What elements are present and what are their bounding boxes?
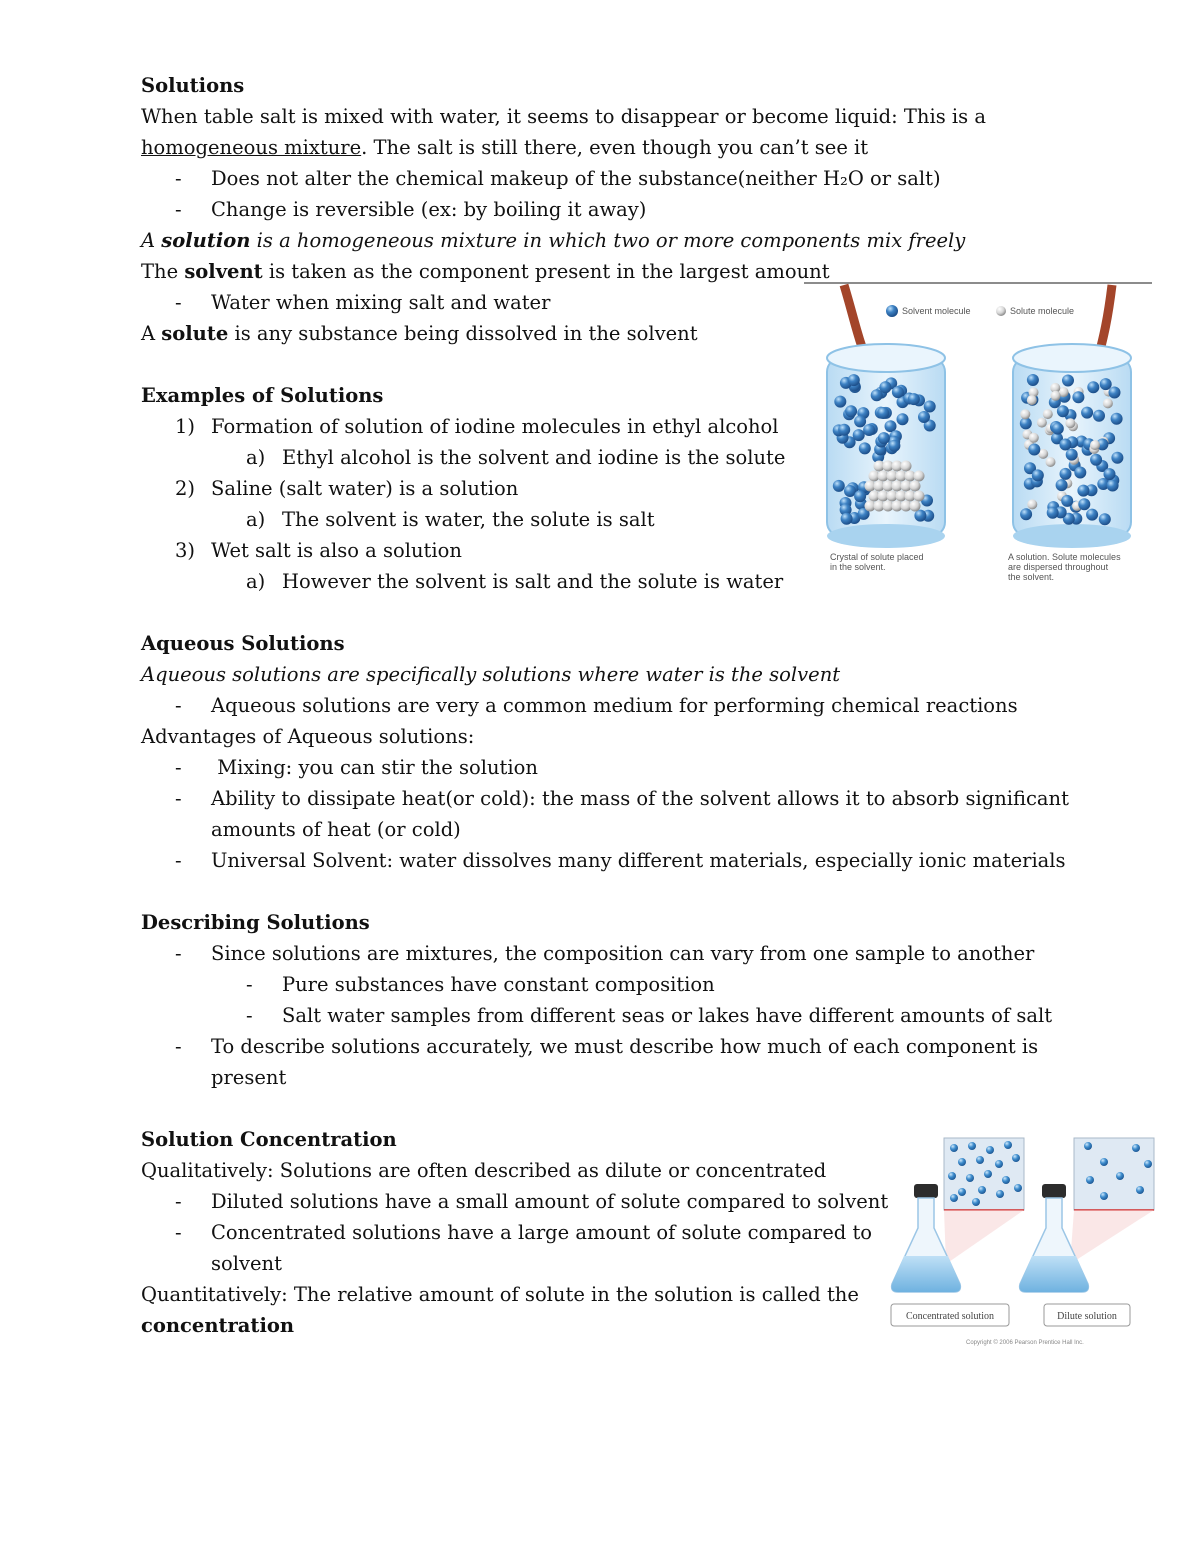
solute-molecule-icon [996, 306, 1006, 316]
solvent-molecule [1104, 468, 1116, 480]
solute-molecule [1027, 499, 1037, 509]
solute-molecule [1065, 418, 1075, 428]
sub-bullet-text: Pure substances have constant composition [282, 973, 715, 996]
bullet-marker: - [175, 1035, 182, 1058]
bullet-marker: - [175, 694, 182, 717]
solute-particle [1132, 1144, 1140, 1152]
solute-molecule [1103, 398, 1113, 408]
solute-particle [958, 1158, 966, 1166]
solvent-molecule [1061, 495, 1073, 507]
solute-molecule [910, 481, 921, 492]
solute-particle [948, 1172, 956, 1180]
solute-molecule [1051, 391, 1061, 401]
solvent-molecule [1107, 480, 1119, 492]
bullet-marker: - [175, 787, 182, 810]
solute-particle [995, 1160, 1003, 1168]
concentration-flasks-figure [882, 1132, 1156, 1352]
solvent-molecule [1056, 479, 1068, 491]
solute-molecule [1029, 433, 1039, 443]
bullet-text: Universal Solvent: water dissolves many different materials, especially ionic materials [211, 849, 1066, 872]
sub-bullet-text: Salt water samples from different seas or lakes have different amounts of salt [282, 1004, 1053, 1027]
solvent-molecule [1028, 444, 1040, 456]
list-item: Saline (salt water) is a solution [211, 477, 519, 500]
solvent-molecule [838, 424, 850, 436]
label-dilute: Dilute solution [1057, 1311, 1117, 1322]
solute-molecule [914, 471, 925, 482]
solvent-molecule [1062, 375, 1074, 387]
solvent-molecule [859, 442, 871, 454]
term-solution: solution [161, 229, 251, 252]
bullet-marker: - [175, 1221, 182, 1244]
solvent-molecule [848, 374, 860, 386]
list-number: 2) [175, 477, 196, 500]
solute-molecule [1090, 440, 1100, 450]
solvent-molecule [1090, 454, 1102, 466]
solvent-molecule [1077, 485, 1089, 497]
solvent-molecule [1052, 423, 1064, 435]
caption-left-line2: in the solvent. [830, 562, 886, 572]
solute-molecule [1027, 395, 1037, 405]
solute-molecule [914, 491, 925, 502]
heading-concentration: Solution Concentration [141, 1128, 397, 1151]
caption-right-line1: A solution. Solute molecules [1008, 552, 1121, 562]
list-letter: a) [246, 446, 266, 469]
solvent-molecule [1081, 407, 1093, 419]
solvent-molecule [854, 490, 866, 502]
solvent-molecule [853, 429, 865, 441]
solute-molecule [901, 461, 912, 472]
list-subitem: Ethyl alcohol is the solvent and iodine is the solute [282, 446, 786, 469]
caption-left-line1: Crystal of solute placed [830, 552, 924, 562]
solute-particle [1100, 1158, 1108, 1166]
legend-solvent: Solvent molecule [902, 306, 971, 316]
list-item: Wet salt is also a solution [211, 539, 462, 562]
solute-molecule [1037, 418, 1047, 428]
solvent-definition [141, 256, 830, 287]
paragraph-text: . The salt is still there, even though you can’t see it [361, 136, 869, 159]
solute-particle [1100, 1192, 1108, 1200]
text: The [141, 260, 185, 283]
solvent-molecule [845, 405, 857, 417]
solute-particle [984, 1170, 992, 1178]
bullet-marker: - [175, 849, 182, 872]
bullet-text: Does not alter the chemical makeup of the substance(neither H₂O or salt) [211, 167, 941, 190]
bullet-text: Diluted solutions have a small amount of solute compared to solvent [211, 1190, 889, 1213]
homogeneous-mixture-link[interactable]: homogeneous mixture [141, 136, 362, 159]
paragraph-text: When table salt is mixed with water, it seems to disappear or become liquid: This is a [141, 105, 986, 128]
solvent-molecule [908, 393, 920, 405]
stopper-icon [1042, 1184, 1066, 1198]
legend-solute: Solute molecule [1010, 306, 1075, 316]
solvent-molecule [1072, 391, 1084, 403]
solute-definition [141, 318, 698, 349]
bullet-text: Change is reversible (ex: by boiling it away) [211, 198, 647, 221]
bullet-text: Mixing: you can stir the solution [211, 756, 538, 779]
list-letter: a) [246, 508, 266, 531]
solvent-molecule [1100, 378, 1112, 390]
solvent-molecule [1111, 413, 1123, 425]
solute-particle [1136, 1186, 1144, 1194]
solute-particle [950, 1194, 958, 1202]
list-number: 1) [175, 415, 196, 438]
copyright-text: Copyright © 2006 Pearson Prentice Hall Inc. [966, 1340, 1084, 1346]
list-number: 3) [175, 539, 196, 562]
solute-particle [1116, 1172, 1124, 1180]
solvent-molecule [1066, 449, 1078, 461]
solute-particle [986, 1146, 994, 1154]
solvent-molecule [918, 411, 930, 423]
solute-particle [958, 1188, 966, 1196]
solute-particle [978, 1186, 986, 1194]
paragraph-text: Quantitatively: The relative amount of solute in the solution is called the [141, 1283, 859, 1306]
solvent-molecule [863, 424, 875, 436]
term-concentration: concentration [141, 1314, 295, 1337]
bullet-marker: - [246, 973, 253, 996]
bullet-text-continued: solvent [211, 1252, 282, 1275]
solvent-molecule [841, 513, 853, 525]
solvent-molecule [1057, 405, 1069, 417]
beaker-right [1013, 344, 1131, 548]
solute-particle [968, 1142, 976, 1150]
solute-particle [1084, 1142, 1092, 1150]
solvent-molecule [1059, 439, 1071, 451]
solvent-molecule [1093, 410, 1105, 422]
solvent-molecule [1020, 508, 1032, 520]
solute-particle [972, 1198, 980, 1206]
solute-particle [950, 1144, 958, 1152]
caption-right-line3: the solvent. [1008, 572, 1055, 582]
text: is a homogeneous mixture in which two or more components mix freely [250, 229, 966, 252]
text: A [141, 322, 162, 345]
solvent-molecule [1086, 509, 1098, 521]
label-concentrated: Concentrated solution [905, 1311, 995, 1322]
list-subitem: The solvent is water, the solute is salt [282, 508, 655, 531]
solute-particle [1086, 1176, 1094, 1184]
solvent-molecule [878, 432, 890, 444]
solute-molecule [910, 501, 921, 512]
bullet-marker: - [246, 1004, 253, 1027]
solvent-molecule [924, 401, 936, 413]
bullet-marker: - [175, 198, 182, 221]
list-letter: a) [246, 570, 266, 593]
solvent-molecule-icon [886, 305, 898, 317]
solvent-molecule [1109, 387, 1121, 399]
term-solute: solute [161, 322, 229, 345]
aqueous-definition: Aqueous solutions are specifically solutions where water is the solvent [141, 663, 841, 686]
solvent-molecule [834, 396, 846, 408]
heading-aqueous: Aqueous Solutions [141, 632, 345, 655]
bullet-marker: - [175, 291, 182, 314]
solute-molecule [1046, 457, 1056, 467]
bullet-text: Concentrated solutions have a large amount of solute compared to [211, 1221, 873, 1244]
solvent-molecule [844, 485, 856, 497]
solute-particle [966, 1174, 974, 1182]
bullet-marker: - [175, 756, 182, 779]
solution-beakers-figure [800, 278, 1156, 594]
list-item: Formation of solution of iodine molecules in ethyl alcohol [211, 415, 779, 438]
solute-particle [976, 1156, 984, 1164]
solvent-molecule [877, 407, 889, 419]
bullet-text: Since solutions are mixtures, the composition can vary from one sample to another [211, 942, 1035, 965]
solvent-molecule [892, 386, 904, 398]
stopper-icon [914, 1184, 938, 1198]
solvent-molecule [1074, 467, 1086, 479]
solution-definition [141, 225, 965, 256]
solvent-molecule [888, 440, 900, 452]
bullet-text: Ability to dissipate heat(or cold): the mass of the solvent allows it to absorb significant [211, 787, 1069, 810]
bullet-marker: - [175, 942, 182, 965]
bullet-marker: - [175, 167, 182, 190]
paragraph-text [141, 132, 868, 163]
bullet-marker: - [175, 1190, 182, 1213]
solute-molecule [1043, 409, 1053, 419]
text: is any substance being dissolved in the solvent [228, 322, 698, 345]
solute-particle [1012, 1154, 1020, 1162]
solvent-molecule [1047, 507, 1059, 519]
text: is taken as the component present in the largest amount [262, 260, 830, 283]
solvent-molecule [914, 510, 926, 522]
heading-solutions: Solutions [141, 74, 245, 97]
solute-particle [1014, 1184, 1022, 1192]
solute-molecule [1020, 409, 1030, 419]
solvent-molecule [1111, 452, 1123, 464]
solvent-molecule [1087, 381, 1099, 393]
solvent-molecule [897, 413, 909, 425]
solute-particle [1144, 1160, 1152, 1168]
solute-particle [996, 1190, 1004, 1198]
term-solvent: solvent [184, 260, 263, 283]
list-subitem: However the solvent is salt and the solute is water [282, 570, 784, 593]
solute-particle [1004, 1141, 1012, 1149]
bullet-text: Aqueous solutions are very a common medium for performing chemical reactions [211, 694, 1018, 717]
paragraph-text: Qualitatively: Solutions are often described as dilute or concentrated [141, 1159, 827, 1182]
solvent-molecule [1060, 468, 1072, 480]
solvent-molecule [1078, 498, 1090, 510]
beaker-left [827, 344, 945, 548]
solvent-molecule [833, 480, 845, 492]
heading-examples: Examples of Solutions [141, 384, 384, 407]
bullet-text-continued: present [211, 1066, 287, 1089]
bullet-text-continued: amounts of heat (or cold) [211, 818, 461, 841]
heading-describing: Describing Solutions [141, 911, 370, 934]
paragraph-text: Advantages of Aqueous solutions: [141, 725, 475, 748]
solute-particle [1002, 1176, 1010, 1184]
text: A [141, 229, 162, 252]
bullet-text: To describe solutions accurately, we must describe how much of each component is [211, 1035, 1039, 1058]
solvent-molecule [871, 389, 883, 401]
solvent-molecule [854, 415, 866, 427]
caption-right-line2: are dispersed throughout [1008, 562, 1109, 572]
solvent-molecule [1099, 513, 1111, 525]
solvent-molecule [1027, 374, 1039, 386]
bullet-text: Water when mixing salt and water [211, 291, 551, 314]
solvent-molecule [1032, 469, 1044, 481]
